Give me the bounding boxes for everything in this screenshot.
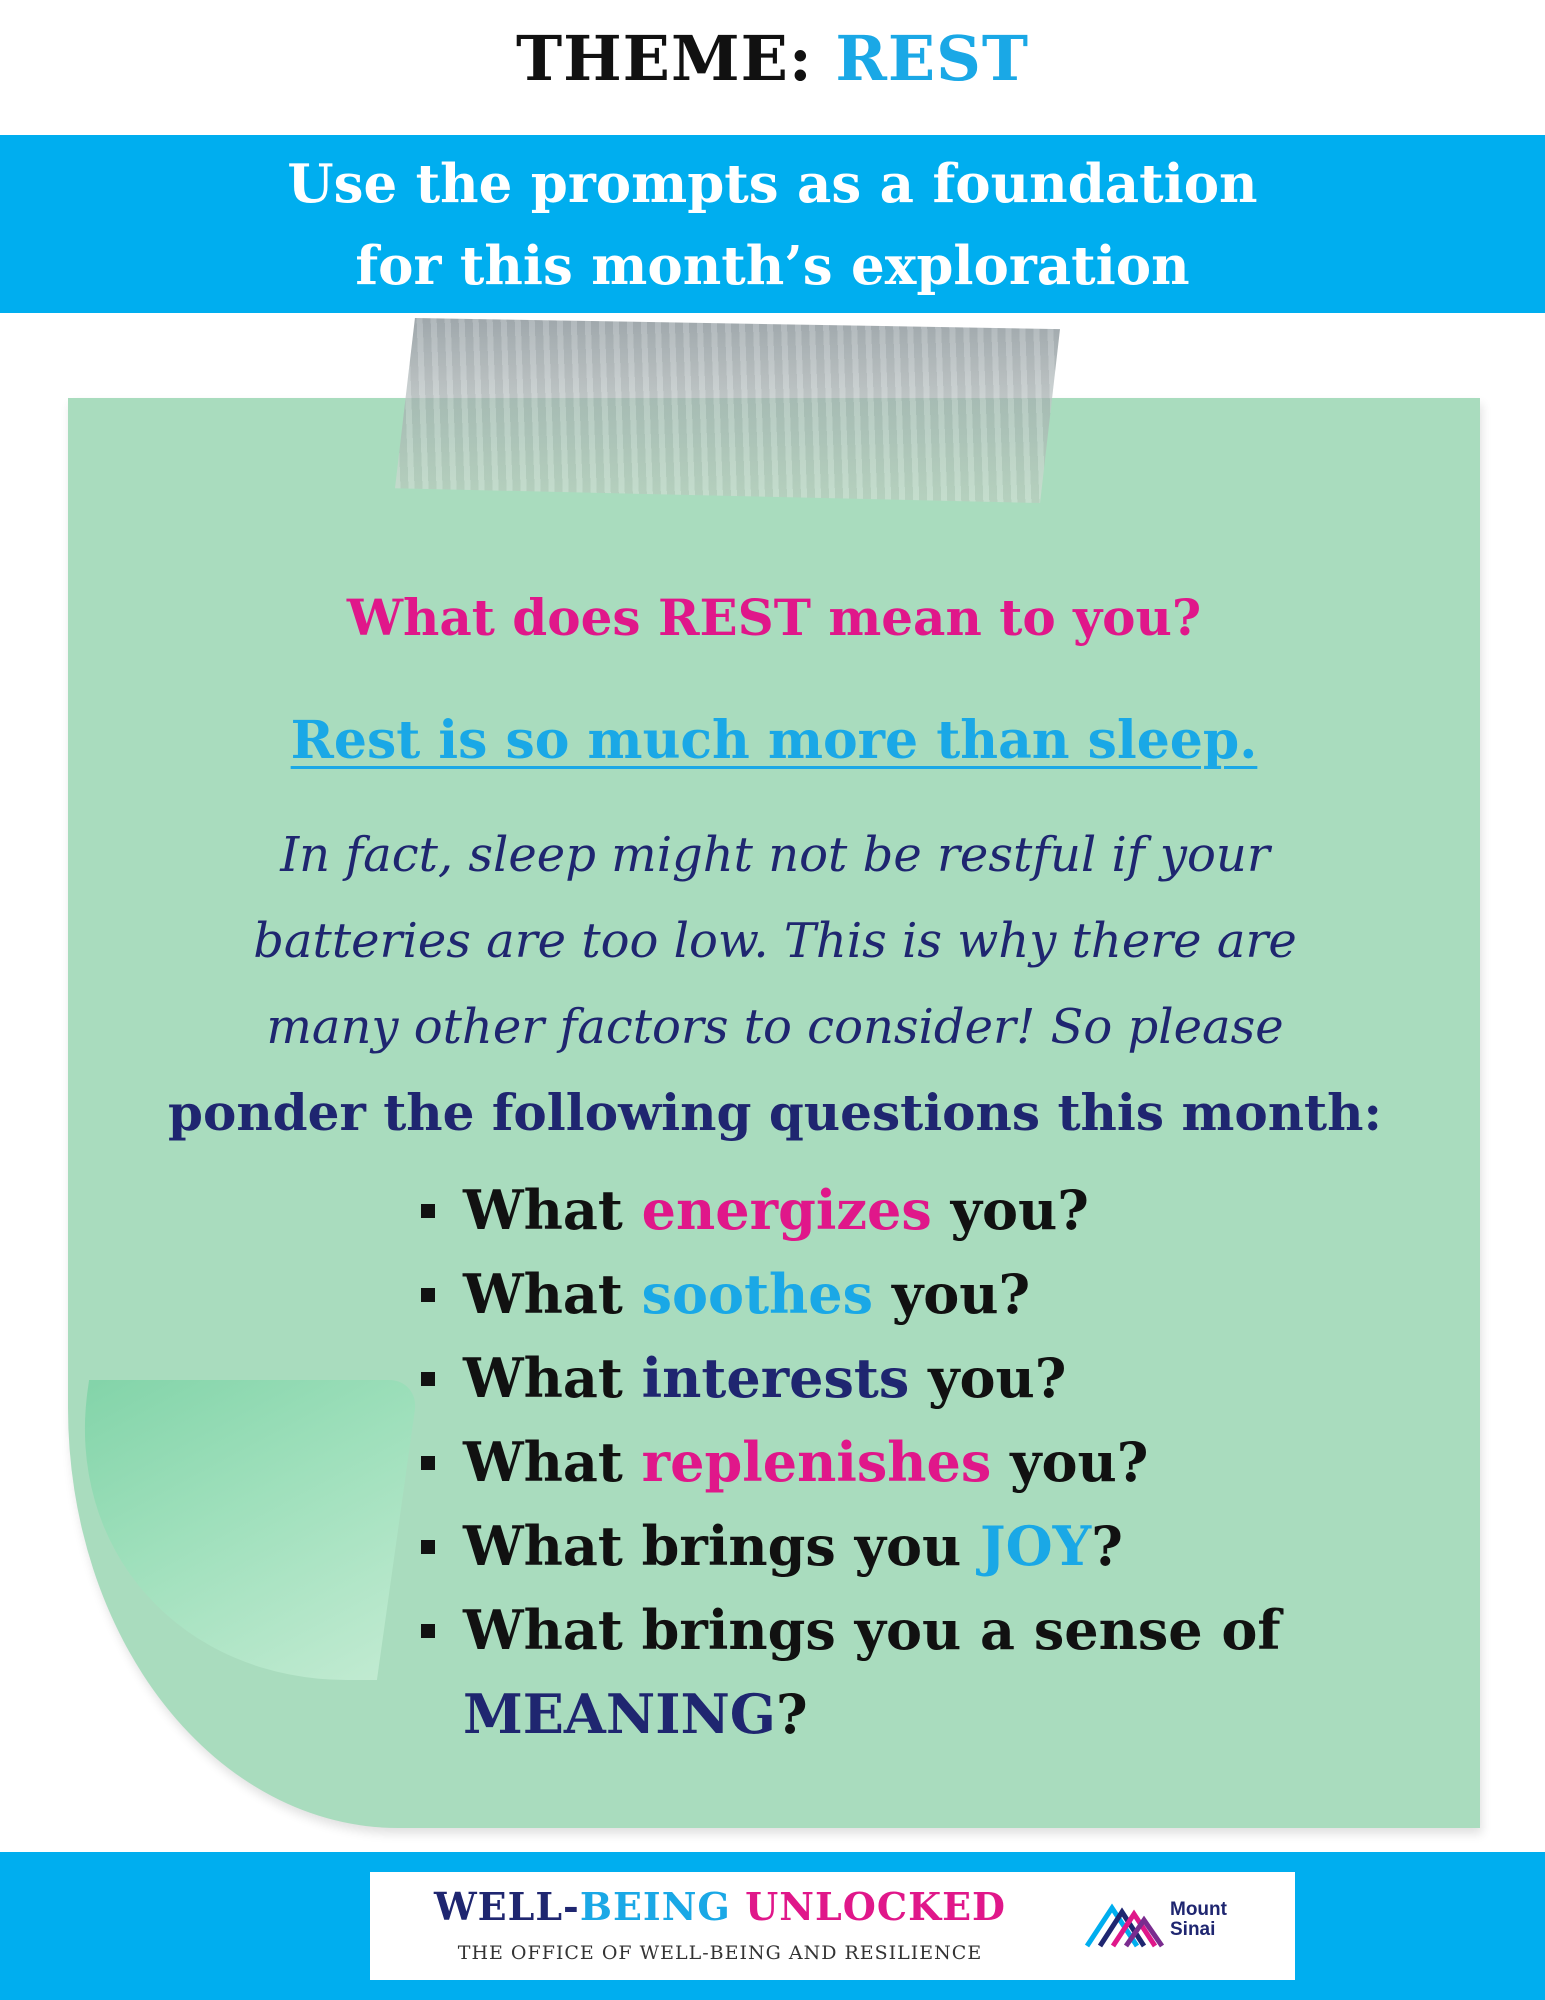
- banner-line-1: Use the prompts as a foundation: [287, 153, 1258, 215]
- banner-line-2: for this month’s exploration: [355, 235, 1190, 297]
- question-keyword: interests: [641, 1346, 910, 1410]
- note-body-text: [140, 812, 1410, 1156]
- question-text: ?: [1091, 1514, 1123, 1578]
- question-text: What: [463, 1346, 642, 1410]
- question-keyword: soothes: [641, 1262, 874, 1326]
- question-text: ?: [775, 1682, 808, 1746]
- brand-part: BEING: [579, 1884, 731, 1929]
- question-keyword: replenishes: [641, 1430, 992, 1494]
- question-text: you?: [991, 1430, 1149, 1494]
- rest-subheading: Rest is so much more than sleep.: [290, 710, 1258, 771]
- question-keyword: JOY: [980, 1514, 1092, 1578]
- page-title: [0, 22, 1545, 95]
- list-item: [418, 1420, 1363, 1504]
- question-list: [418, 1168, 1363, 1756]
- list-item: [418, 1504, 1363, 1588]
- footer-card: [370, 1872, 1295, 1980]
- question-text: you?: [931, 1178, 1089, 1242]
- question-text: What: [463, 1178, 642, 1242]
- body-line-2: batteries are too low. This is why there are: [253, 913, 1297, 969]
- footer-bar: [0, 1852, 1545, 2000]
- question-text: you?: [909, 1346, 1067, 1410]
- list-item: [418, 1168, 1363, 1252]
- question-text: What brings you a sense of: [463, 1598, 1281, 1662]
- question-text: What brings you: [463, 1514, 981, 1578]
- question-text: you?: [873, 1262, 1031, 1326]
- body-line-4: ponder the following questions this month:: [168, 1083, 1382, 1142]
- tape-strip: [395, 318, 1060, 503]
- brand-part: WELL-: [433, 1884, 580, 1929]
- brand-tagline: THE OFFICE OF WELL-BEING AND RESILIENCE: [457, 1942, 983, 1964]
- logo-wordmark: [1170, 1900, 1227, 1940]
- rest-question-heading: What does REST mean to you?: [346, 588, 1202, 647]
- logo-line: Sinai: [1170, 1919, 1216, 1940]
- theme-value: REST: [835, 22, 1030, 95]
- logo-line: Mount: [1170, 1899, 1227, 1920]
- list-item: [418, 1336, 1363, 1420]
- list-item: [418, 1252, 1363, 1336]
- body-line-3: many other factors to consider! So please: [266, 999, 1284, 1055]
- mount-sinai-logo-icon: [1082, 1894, 1172, 1954]
- question-keyword: MEANING: [463, 1682, 776, 1746]
- prompt-banner: [0, 135, 1545, 313]
- question-text: What: [463, 1430, 642, 1494]
- body-line-1: In fact, sleep might not be restful if your: [280, 827, 1270, 883]
- question-text: What: [463, 1262, 642, 1326]
- list-item: [418, 1588, 1363, 1756]
- brand-name: [370, 1884, 1070, 1929]
- theme-label: THEME:: [515, 22, 813, 95]
- brand-part: UNLOCKED: [745, 1884, 1007, 1929]
- question-keyword: energizes: [641, 1178, 932, 1242]
